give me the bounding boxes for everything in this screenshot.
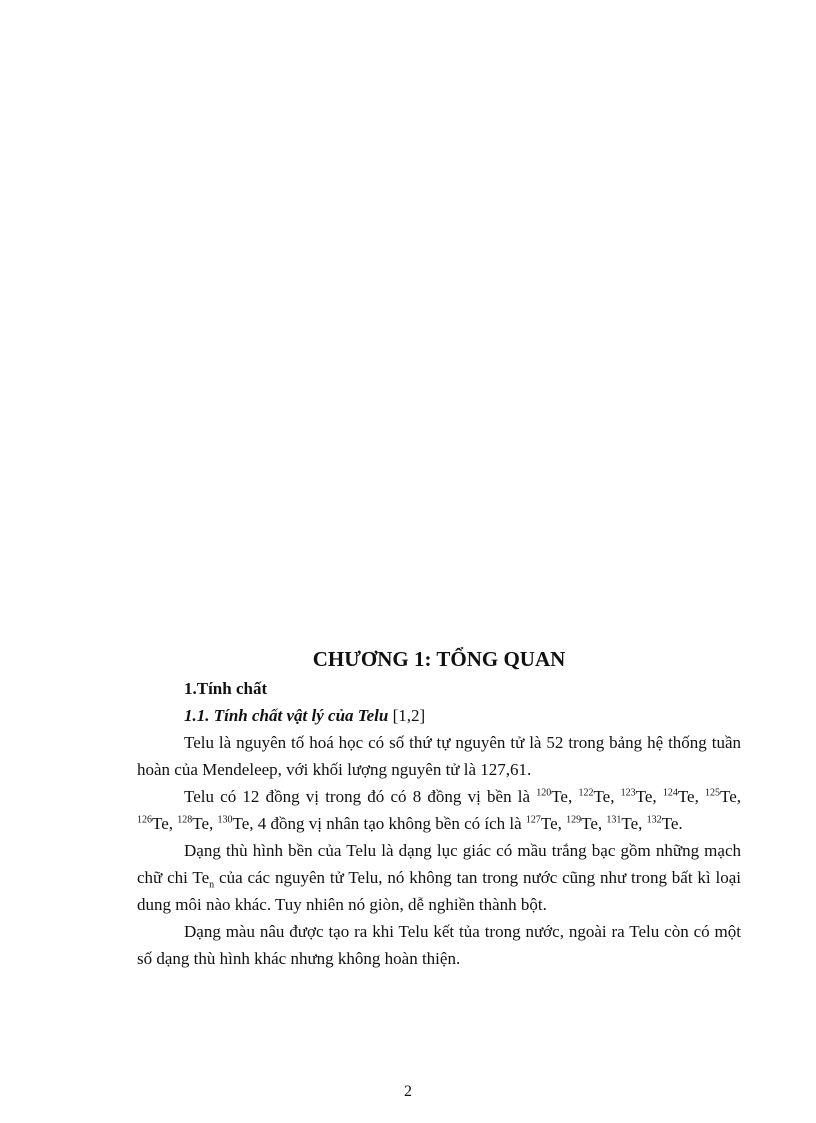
stable-isotope-list: $^{120}$Te, $^{122}$Te, $^{123}$Te, $^{124}$Te, $^{125}$Te, $^{126}$Te, $^{128}$Te, $^{130}$Te	[137, 787, 742, 833]
paragraph-atomic-number: Telu là nguyên tố hoá học có số thứ tự nguyên tử là 52 trong bảng hệ thống tuần hoàn của Mendeleep, với khối lượng nguyên tử là 127,61.	[137, 733, 741, 779]
subscript-n: n	[209, 879, 215, 891]
mass-number: 129	[566, 814, 582, 826]
mass-number: 125	[705, 787, 721, 799]
artificial-isotope-list: $^{127}$Te, $^{129}$Te, $^{131}$Te, $^{132}$Te	[525, 814, 679, 833]
isotope	[663, 787, 695, 806]
element-symbol: Te	[635, 787, 653, 806]
isotope	[536, 787, 568, 806]
mass-number: 131	[606, 814, 622, 826]
element-symbol: Te	[621, 814, 639, 833]
element-symbol: Te	[720, 787, 737, 806]
subsection-heading	[184, 702, 741, 729]
element-symbol: Te	[661, 814, 679, 833]
allotrope-text-after: của các nguyên tử Telu, nó không tan trong nước cũng như trong bất kì loại dung môi nào khác. Tuy nhiên nó giòn, dễ nghiền thành bột.	[137, 868, 741, 914]
isotope	[218, 814, 250, 833]
allotrope-text-before: Dạng thù hình bền của Telu là dạng lục giác có mầu trắng bạc gồm những mạch chữ chi Te	[137, 841, 741, 887]
isotopes-intro: Telu có 12 đồng vị trong đó có 8 đồng vị bền là	[184, 787, 531, 806]
mass-number: 126	[137, 814, 152, 826]
isotope	[137, 814, 169, 833]
isotope	[578, 787, 610, 806]
paragraph-isotopes: Telu có 12 đồng vị trong đó có 8 đồng vị bền là $^{120}$Te, $^{122}$Te, $^{123}$Te, $^{124}$Te, $^{125}$Te, $^{126}$Te, $^{128}$Te, $^{130}$Te, 4 đồng vị nhân tạo không bền có ích là $^{127}$Te, $^{129}$Te, $^{131}$Te, $^{132}$Te.	[137, 787, 742, 833]
mass-number: 122	[578, 787, 594, 799]
mass-number: 120	[536, 787, 552, 799]
mass-number: 132	[646, 814, 662, 826]
element-symbol: Te	[232, 814, 250, 833]
element-symbol: Te	[593, 787, 611, 806]
element-symbol: Te	[152, 814, 169, 833]
isotope	[526, 814, 558, 833]
isotope	[647, 814, 679, 833]
isotope	[705, 787, 737, 806]
chapter-title: CHƯƠNG 1: TỔNG QUAN	[312, 647, 566, 671]
element-symbol: Te	[581, 814, 598, 833]
citation-ref: [1,2]	[392, 706, 426, 725]
element-symbol: Te	[677, 787, 695, 806]
page-content	[137, 645, 741, 972]
mass-number: 127	[525, 814, 541, 826]
mass-number: 124	[662, 787, 678, 799]
isotope	[177, 814, 209, 833]
isotope	[606, 814, 638, 833]
isotope	[566, 814, 598, 833]
mass-number: 130	[217, 814, 233, 826]
element-symbol: Te	[551, 787, 568, 806]
section-heading: 1.Tính chất	[184, 679, 268, 698]
mass-number: 128	[177, 814, 193, 826]
isotope	[621, 787, 653, 806]
subsection-title: 1.1. Tính chất vật lý của Telu	[184, 706, 389, 725]
page-number: 2	[404, 1083, 412, 1100]
paragraph-brown-form: Dạng màu nâu được tạo ra khi Telu kết tủa trong nước, ngoài ra Telu còn có một số dạng thù hình khác nhưng không hoàn thiện.	[137, 922, 741, 968]
element-symbol: Te	[540, 814, 558, 833]
mass-number: 123	[620, 787, 636, 799]
element-symbol: Te	[192, 814, 209, 833]
isotopes-mid: , 4 đồng vị nhân tạo không bền có ích là	[249, 814, 522, 833]
paragraph-allotrope	[137, 837, 741, 918]
